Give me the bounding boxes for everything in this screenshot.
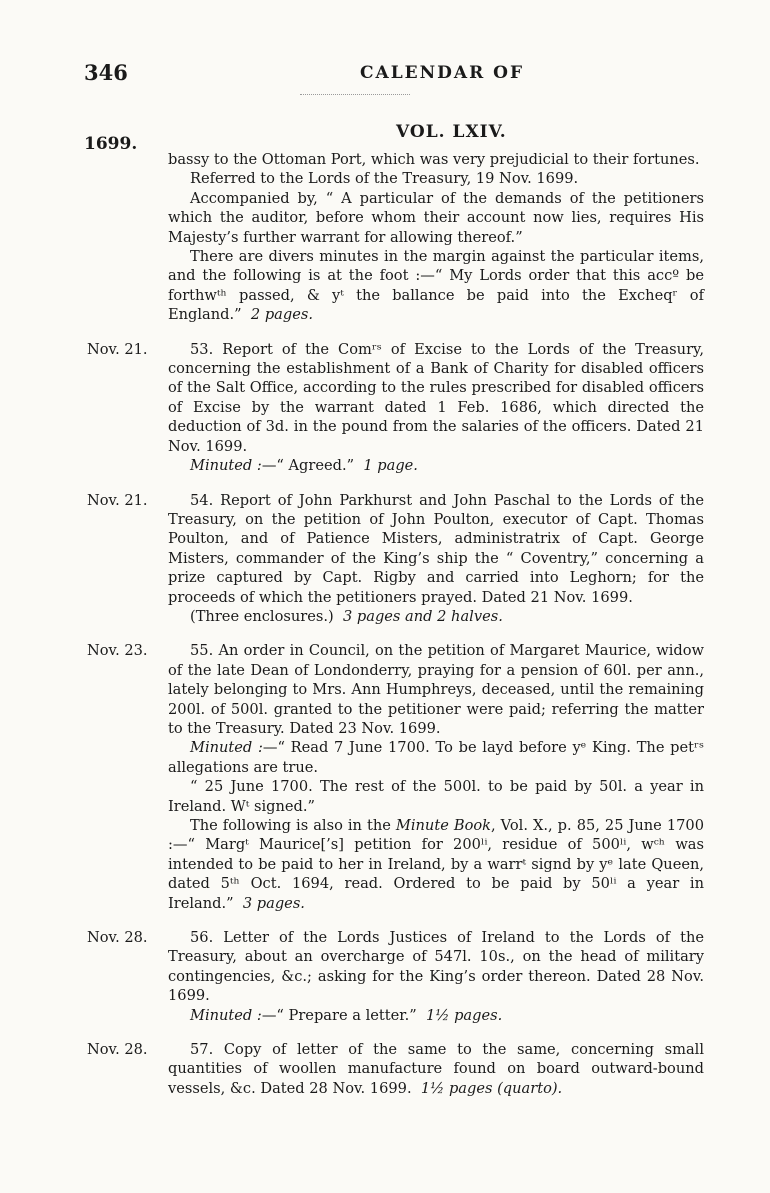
entry-minute (168, 1006, 704, 1025)
minuted-label: Minuted : (190, 457, 262, 475)
intro-paragraph-2: Referred to the Lords of the Treasury, 19 Nov. 1699. (190, 170, 579, 188)
intro-paragraph-1: bassy to the Ottoman Port, which was very prejudicial to their fortunes. (168, 151, 700, 168)
entry-minute-book-note (168, 816, 704, 913)
entry-text: 56. Letter of the Lords Justices of Ireland to the Lords of the Treasury, about an overcharge of 547l. 10s., on the head of military contingencies, &c.; asking for the King’s order thereon. Dated 28 Nov. 1699. (168, 929, 704, 1005)
entry-date: Nov. 21. (87, 491, 148, 509)
minuted-text: —“ Prepare a letter.” (261, 1006, 417, 1024)
note-text-a: The following is also in the (190, 817, 391, 834)
minuted-text: —“ Read 7 June 1700. To be layd before yᵉ King. The petʳˢ allegations are true. (168, 739, 705, 776)
entry-text: 55. An order in Council, on the petition of Margaret Maurice, widow of the late Dean of Londonderry, praying for a pension of 60l. per ann., lately belonging to Mrs. Ann Humphreys, deceased, until the remaining 200l. of 500l. granted to the petitioner were paid; referring the matter to the Treasury. Dated 23 Nov. 1699. (168, 642, 704, 737)
entry-date: Nov. 21. (87, 340, 148, 358)
entry-text: 53. Report of the Comʳˢ of Excise to the Lords of the Treasury, concerning the establishment of a Bank of Charity for disabled officers of the Salt Office, according to the rules prescribed for disabled officers of Excise by the warrant dated 1 Feb. 1686, which directed the deduction of 3d. in the pound from the salaries of the officers. Dated 21 Nov. 1699. (168, 340, 704, 455)
minute-book-title: Minute Book (395, 817, 491, 834)
calendar-entry-53 (87, 340, 704, 476)
entry-text: 57. Copy of letter of the same to the same, concerning small quantities of woollen manufacture found on board outward-bound vessels, &c. Dated 28 Nov. 1699. (168, 1041, 704, 1097)
page-number: 346 (84, 60, 128, 85)
intro-paragraph-4 (168, 247, 704, 325)
intro-paragraph-3: Accompanied by, “ A particular of the demands of the petitioners which the auditor, before whom their account now lies, requires His Majesty’s further warrant for allowing thereof.” (168, 189, 704, 246)
minuted-text: —“ Agreed.” (261, 457, 355, 475)
volume-heading: VOL. LXIV. (396, 122, 507, 142)
entry-minute (168, 738, 704, 777)
page-count: 1½ pages (quarto). (420, 1079, 563, 1097)
year-marginal: 1699. (84, 134, 138, 154)
page-count: 3 pages. (242, 894, 305, 912)
entry-date: Nov. 28. (87, 929, 148, 947)
page-count: 2 pages. (250, 306, 313, 324)
entry-date: Nov. 28. (87, 1041, 148, 1059)
document-body (87, 150, 705, 1098)
entry-minute (168, 456, 704, 475)
entry-date: Nov. 23. (87, 642, 148, 660)
page-count: 1 page. (363, 457, 418, 475)
entry-enclosures (168, 607, 704, 626)
intro-block (168, 150, 704, 325)
page-count: 1½ pages. (426, 1006, 503, 1024)
entry-text: 54. Report of John Parkhurst and John Paschal to the Lords of the Treasury, on the petition of John Poulton, executor of Capt. Thomas Poulton, and of Patience Misters, administratrix of Capt. George Misters, commander of the King’s ship the “ Coventry,” concerning a prize captured by Capt. Rigby and carried into Leghorn; for the proceeds of which the petitioners prayed. Dated 21 Nov. 1699. (168, 491, 704, 606)
calendar-entry-57 (87, 1040, 704, 1098)
intro-paragraph-4-text: There are divers minutes in the margin against the particular items, and the following is at the foot :—“ My Lords order that this accº be forthwᵗʰ passed, & yᵗ the ballance be paid into the Excheqʳ of England.” (168, 248, 704, 324)
header-rule (300, 94, 410, 95)
page-count: 3 pages and 2 halves. (342, 607, 503, 625)
page-header (0, 60, 770, 100)
note-text-b: , Vol. X., p. 85, 25 June 1700 :—“ Margᵗ Maurice[’s] petition for 200ˡⁱ, residue of 500ˡⁱ, wᶜʰ was intended to be paid to her in Ireland, by a warrᵗ signd by yᵉ late Queen, dated 5ᵗʰ Oct. 1694, read. Ordered to be paid by 50ˡⁱ a year in Ireland.” (168, 817, 704, 912)
minuted-label: Minuted : (190, 739, 263, 757)
calendar-entry-55 (87, 641, 705, 913)
minuted-label: Minuted : (190, 1006, 262, 1024)
entry-text-with-pages (168, 1040, 704, 1098)
entry-minute-continued: “ 25 June 1700. The rest of the 500l. to be paid by 50l. a year in Ireland. Wᵗ signed.” (168, 778, 704, 815)
calendar-entry-56 (87, 928, 704, 1025)
running-title: CALENDAR OF (360, 63, 525, 83)
calendar-entry-54 (87, 491, 704, 627)
enclosures-text: (Three enclosures.) (190, 607, 334, 625)
